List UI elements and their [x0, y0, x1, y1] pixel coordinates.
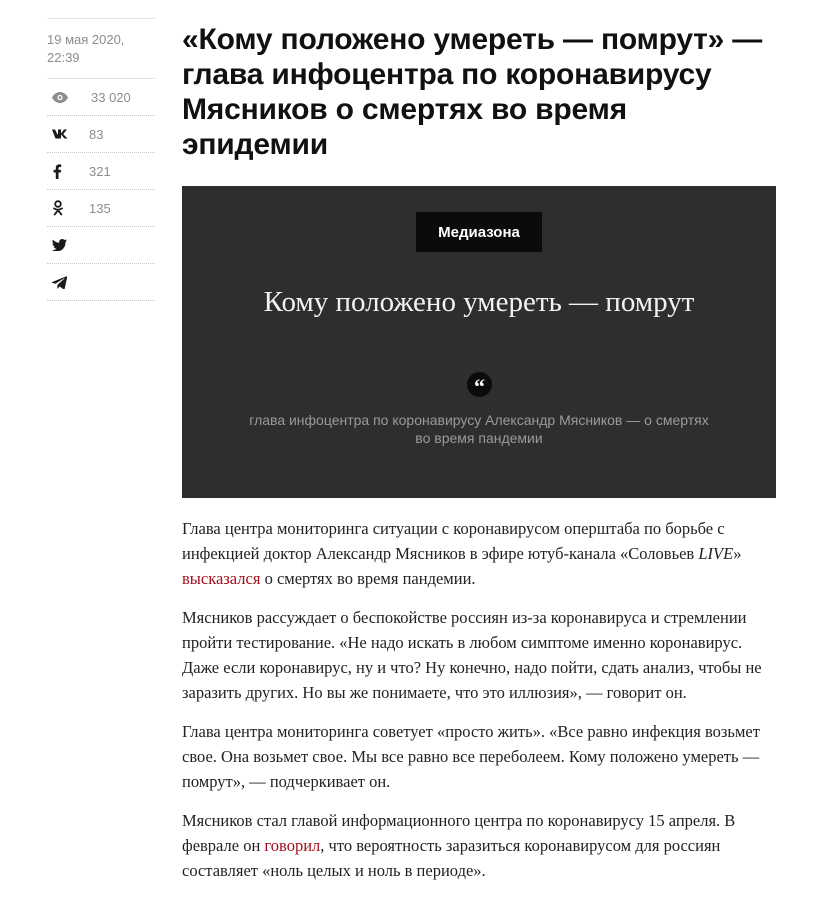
eye-icon [47, 92, 78, 103]
vk-icon [47, 129, 78, 139]
odnoklassniki-count: 135 [89, 200, 111, 216]
telegram-icon [47, 276, 78, 289]
link-govoril[interactable]: говорил [264, 836, 321, 855]
publish-date [47, 19, 155, 79]
facebook-icon [47, 164, 78, 179]
article-body [182, 516, 776, 883]
paragraph [182, 516, 776, 591]
mediazona-logo: Медиазона [416, 212, 542, 252]
views-count: 33 020 [91, 89, 131, 105]
share-telegram[interactable] [47, 264, 155, 301]
paragraph: Мясников рассуждает о беспокойстве россиян из-за коронавируса и стремлении пройти тестирование. «Не надо искать в любом симптоме именно коронавирус. Даже если коронавирус, ну и что? Ну конечно, надо пойти, сдать анализ, чтобы не заразить других. Но вы же понимаете, что это иллюзия», — говорит он. [182, 608, 762, 702]
hero-quote-text: Кому положено умереть — помрут [263, 286, 695, 318]
article-title: «Кому положено умереть — помрут» — глава инфоцентра по коронавирусу Мясников о смертях во время эпидемии [182, 23, 763, 161]
share-odnoklassniki[interactable] [47, 190, 155, 227]
publish-date-time: 22:39 [47, 50, 80, 65]
twitter-icon [47, 239, 78, 251]
article-sidebar [47, 18, 155, 301]
paragraph-text: » [733, 544, 742, 563]
article [182, 22, 776, 897]
publish-date-day: 19 мая 2020, [47, 32, 125, 47]
paragraph-text: , что вероятность заразиться коронавирусом для россиян составляет «ноль целых и ноль в периоде». [182, 836, 721, 880]
odnoklassniki-icon [47, 200, 78, 216]
paragraph-text: Мясников стал главой информационного центра по коронавирусу 15 апреля. В феврале он [182, 811, 736, 855]
paragraph-text: Глава центра мониторинга ситуации с коронавирусом оперштаба по борьбе с инфекцией доктор Александр Мясников в эфире ютуб-канала «Соловьев [182, 519, 725, 563]
paragraph-text: о смертях во время пандемии. [260, 569, 476, 588]
paragraph-text-italic: LIVE [698, 544, 734, 563]
share-twitter[interactable] [47, 227, 155, 264]
paragraph: Глава центра мониторинга советует «просто жить». «Все равно инфекция возьмет свое. Она возьмет свое. Мы все равно все переболеем. Кому положено умереть — помрут», — подчеркивает он. [182, 722, 760, 791]
vk-count: 83 [89, 126, 104, 142]
share-facebook[interactable] [47, 153, 155, 190]
hero-quote-card [182, 186, 776, 498]
link-vyskazalsya[interactable]: высказался [182, 569, 261, 588]
paragraph [182, 808, 776, 883]
quote-mark-icon: “ [467, 372, 492, 397]
views-counter [47, 79, 155, 116]
hero-caption: глава инфоцентра по коронавирусу Александр Мясников — о смертях во время пандемии [249, 412, 709, 446]
share-vk[interactable] [47, 116, 155, 153]
facebook-count: 321 [89, 163, 111, 179]
